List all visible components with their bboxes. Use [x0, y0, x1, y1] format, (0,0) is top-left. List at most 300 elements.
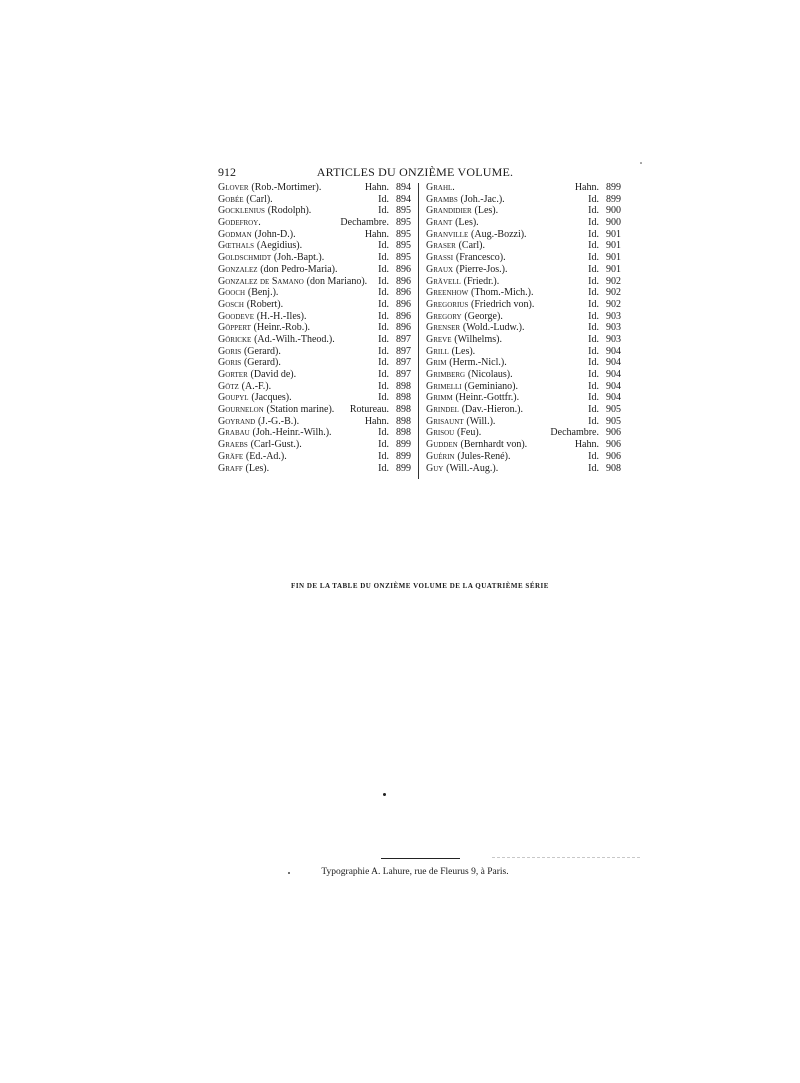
- entry-name: Gosch: [218, 298, 244, 310]
- entry-detail: (Francesco).: [455, 252, 506, 264]
- entry-detail: (Will.-Aug.).: [446, 462, 499, 474]
- index-entry: [426, 240, 621, 252]
- entry-page-number: 901: [606, 240, 621, 252]
- entry-author: Id.: [378, 369, 389, 380]
- entry-page-number: 904: [606, 392, 621, 404]
- entry-detail: (Heinr.-Gottfr.).: [455, 392, 520, 404]
- entry-name: Grimm: [426, 392, 453, 404]
- entry-author: Id.: [378, 205, 389, 217]
- entry-heading: [218, 381, 374, 393]
- entry-heading: [218, 357, 374, 369]
- entry-name: Göppert: [218, 322, 251, 334]
- entry-page-number: 899: [606, 193, 621, 205]
- entry-detail: (Friedrich von).: [471, 298, 535, 310]
- entry-name: Godman: [218, 228, 252, 240]
- page-title: ARTICLES DU ONZIÈME VOLUME.: [316, 165, 514, 179]
- entry-name: Gobée: [218, 193, 244, 205]
- index-entry: [218, 229, 411, 241]
- entry-heading: [426, 346, 584, 358]
- entry-detail: (don Mariano).: [306, 275, 368, 287]
- entry-detail: (Carl).: [246, 193, 273, 205]
- entry-detail: (Aug.-Bozzi).: [471, 228, 527, 240]
- entry-page-number: 899: [606, 182, 621, 193]
- entry-name: Guy: [426, 462, 444, 474]
- index-entry: [218, 287, 411, 299]
- entry-heading: [218, 392, 374, 404]
- index-column-right: [426, 182, 621, 474]
- entry-page-number: 895: [396, 217, 411, 229]
- entry-page-number: 896: [396, 298, 411, 310]
- entry-detail: (Will.).: [466, 415, 496, 427]
- entry-author: Id.: [378, 252, 389, 264]
- entry-author: Hahn.: [364, 228, 389, 240]
- entry-heading: [218, 264, 374, 276]
- entry-name: Greve: [426, 333, 452, 345]
- entry-heading: [218, 451, 374, 463]
- entry-detail: (Jules-René).: [457, 450, 511, 462]
- entry-name: Grisou: [426, 427, 455, 439]
- entry-page-number: 897: [396, 345, 411, 357]
- page-number: 912: [218, 165, 236, 179]
- index-entry: [426, 311, 621, 323]
- entry-page-number: 896: [396, 287, 411, 299]
- entry-page-number: 895: [396, 205, 411, 217]
- entry-heading: [218, 463, 374, 475]
- entry-name: Gorter: [218, 369, 248, 380]
- entry-author: Id.: [378, 240, 389, 252]
- index-entry: [218, 334, 411, 346]
- scan-speck: [640, 162, 642, 164]
- entry-name: Gudden: [426, 439, 458, 451]
- entry-detail: (Gerard).: [243, 345, 281, 357]
- entry-heading: [218, 427, 374, 439]
- entry-name: Gräfe: [218, 450, 244, 462]
- entry-author: Id.: [378, 275, 389, 287]
- entry-author: Id.: [378, 263, 389, 275]
- index-entry: [218, 264, 411, 276]
- entry-detail: (Joh.-Heinr.-Wilh.).: [252, 427, 332, 439]
- entry-heading: [426, 427, 546, 439]
- entry-name: Glover: [218, 182, 249, 193]
- entry-author: Id.: [588, 263, 599, 275]
- entry-detail: (Les).: [474, 205, 499, 217]
- index-column-left: [218, 182, 411, 474]
- entry-detail: (Wold.-Ludw.).: [462, 322, 525, 334]
- entry-author: Id.: [378, 193, 389, 205]
- entry-page-number: 901: [606, 228, 621, 240]
- entry-detail: (Heinr.-Rob.).: [253, 322, 311, 334]
- entry-heading: [218, 346, 374, 358]
- entry-detail: (Benj.).: [247, 287, 279, 299]
- index-entry: [218, 252, 411, 264]
- entry-name: Goldschmidt: [218, 252, 272, 264]
- entry-detail: (Robert).: [246, 298, 284, 310]
- entry-heading: [426, 381, 584, 393]
- entry-name: Gregorius: [426, 298, 469, 310]
- entry-author: Id.: [378, 357, 389, 369]
- entry-heading: [426, 451, 584, 463]
- entry-page-number: 908: [606, 462, 621, 474]
- entry-author: Id.: [588, 333, 599, 345]
- entry-author: Id.: [378, 287, 389, 299]
- entry-heading: [426, 369, 584, 381]
- entry-page-number: 900: [606, 217, 621, 229]
- entry-heading: [426, 416, 584, 428]
- entry-detail: (Nicolaus).: [467, 369, 513, 380]
- entry-heading: [426, 194, 584, 206]
- index-entry: [426, 229, 621, 241]
- entry-detail: (Ed.-Ad.).: [245, 450, 287, 462]
- entry-page-number: 904: [606, 380, 621, 392]
- index-entry: [426, 299, 621, 311]
- entry-name: Gonzalez de Samano: [218, 275, 304, 287]
- entry-heading: [218, 311, 374, 323]
- entry-name: Götz: [218, 380, 239, 392]
- entry-page-number: 904: [606, 345, 621, 357]
- entry-page-number: 901: [606, 263, 621, 275]
- index-entry: [426, 322, 621, 334]
- entry-name: Grävell: [426, 275, 461, 287]
- entry-detail: (Geminiano).: [464, 380, 518, 392]
- index-entry: [218, 463, 411, 475]
- entry-detail: (John-D.).: [254, 228, 296, 240]
- entry-heading: [218, 334, 374, 346]
- index-entry: [426, 392, 621, 404]
- entry-author: Id.: [378, 380, 389, 392]
- entry-detail: (Les).: [245, 462, 270, 474]
- entry-heading: [426, 276, 584, 288]
- entry-author: Id.: [378, 427, 389, 439]
- entry-name: Grill: [426, 345, 449, 357]
- entry-detail: (J.-G.-B.).: [257, 415, 300, 427]
- index-entry: [218, 194, 411, 206]
- entry-page-number: 906: [606, 450, 621, 462]
- index-entry: [218, 322, 411, 334]
- entry-name: Gocklenius: [218, 205, 265, 217]
- entry-heading: [218, 439, 374, 451]
- index-entry: [426, 252, 621, 264]
- entry-author: Id.: [588, 415, 599, 427]
- index-entry: [218, 427, 411, 439]
- entry-name: Göricke: [218, 333, 252, 345]
- ornament-dot: [383, 793, 386, 796]
- entry-detail: (don Pedro-Maria).: [260, 263, 338, 275]
- entry-page-number: 906: [606, 439, 621, 451]
- entry-page-number: 904: [606, 369, 621, 380]
- entry-heading: [218, 322, 374, 334]
- entry-heading: [218, 287, 374, 299]
- entry-page-number: 906: [606, 427, 621, 439]
- entry-author: Rotureau.: [349, 404, 389, 416]
- entry-name: Goupyl: [218, 392, 249, 404]
- entry-detail: (Carl-Gust.).: [250, 439, 302, 451]
- entry-author: Id.: [588, 310, 599, 322]
- scan-artifact-dashes: [492, 857, 640, 858]
- end-of-table-note: FIN DE LA TABLE DU ONZIÈME VOLUME DE LA QUATRIÈME SÉRIE: [291, 582, 549, 590]
- index-entry: [218, 276, 411, 288]
- entry-page-number: 905: [606, 404, 621, 416]
- index-entry: [426, 439, 621, 451]
- entry-author: Id.: [378, 298, 389, 310]
- entry-detail: (David de).: [250, 369, 297, 380]
- entry-name: Graebs: [218, 439, 248, 451]
- entry-detail: (H.-H.-Iles).: [256, 310, 307, 322]
- index-entry: [426, 451, 621, 463]
- entry-page-number: 899: [396, 439, 411, 451]
- entry-author: Id.: [588, 298, 599, 310]
- index-entry: [426, 357, 621, 369]
- entry-author: Hahn.: [364, 415, 389, 427]
- entry-heading: [426, 287, 584, 299]
- entry-author: Id.: [588, 205, 599, 217]
- entry-name: Grambs: [426, 193, 458, 205]
- entry-page-number: 897: [396, 333, 411, 345]
- entry-author: Id.: [378, 439, 389, 451]
- entry-name: Grisaunt: [426, 415, 464, 427]
- entry-heading: [426, 404, 584, 416]
- index-entry: [218, 182, 411, 194]
- entry-page-number: 899: [396, 462, 411, 474]
- entry-heading: [218, 217, 336, 229]
- entry-author: Id.: [588, 322, 599, 334]
- entry-page-number: 903: [606, 322, 621, 334]
- index-entry: [426, 217, 621, 229]
- entry-heading: [218, 404, 346, 416]
- entry-heading: [426, 439, 571, 451]
- entry-author: Id.: [588, 450, 599, 462]
- entry-page-number: 902: [606, 287, 621, 299]
- entry-author: Id.: [588, 404, 599, 416]
- entry-detail: (Les).: [451, 345, 476, 357]
- entry-page-number: 897: [396, 369, 411, 380]
- entry-heading: [218, 240, 374, 252]
- entry-name: Gregory: [426, 310, 462, 322]
- entry-heading: [218, 182, 361, 194]
- entry-page-number: 898: [396, 415, 411, 427]
- entry-heading: [218, 205, 374, 217]
- entry-detail: (Wilhelms).: [454, 333, 502, 345]
- entry-detail: (Aegidius).: [256, 240, 303, 252]
- entry-name: Graser: [426, 240, 456, 252]
- index-entry: [218, 439, 411, 451]
- entry-detail: (Friedr.).: [463, 275, 500, 287]
- entry-page-number: 903: [606, 333, 621, 345]
- index-entry: [218, 217, 411, 229]
- entry-heading: [426, 392, 584, 404]
- entry-page-number: 902: [606, 298, 621, 310]
- entry-heading: [426, 334, 584, 346]
- entry-name: Grandidier: [426, 205, 472, 217]
- index-entry: [426, 287, 621, 299]
- index-entry: [426, 463, 621, 475]
- entry-detail: (Herm.-Nicl.).: [449, 357, 507, 369]
- imprint-rule: [381, 858, 460, 859]
- entry-detail: (Dav.-Hieron.).: [461, 404, 523, 416]
- entry-author: Id.: [588, 228, 599, 240]
- index-entry: [426, 334, 621, 346]
- entry-page-number: 896: [396, 275, 411, 287]
- entry-detail: (Carl).: [458, 240, 485, 252]
- index-entry: [426, 427, 621, 439]
- entry-heading: [426, 252, 584, 264]
- entry-name: Goris: [218, 345, 242, 357]
- index-entry: [426, 369, 621, 381]
- entry-detail: (A.-F.).: [241, 380, 272, 392]
- entry-heading: [426, 264, 584, 276]
- entry-page-number: 903: [606, 310, 621, 322]
- entry-detail: (Station marine).: [266, 404, 335, 416]
- entry-detail: (Les).: [455, 217, 479, 229]
- entry-page-number: 894: [396, 182, 411, 193]
- entry-heading: [426, 240, 584, 252]
- entry-heading: [426, 463, 584, 475]
- index-entry: [218, 205, 411, 217]
- entry-detail: (Thom.-Mich.).: [471, 287, 534, 299]
- entry-author: Id.: [378, 392, 389, 404]
- entry-page-number: 896: [396, 263, 411, 275]
- entry-detail: (Pierre-Jos.).: [455, 263, 508, 275]
- entry-author: Id.: [588, 252, 599, 264]
- entry-author: Id.: [588, 357, 599, 369]
- entry-author: Dechambre.: [550, 427, 599, 439]
- entry-author: Id.: [588, 193, 599, 205]
- entry-page-number: 904: [606, 357, 621, 369]
- index-entry: [426, 276, 621, 288]
- entry-heading: [218, 252, 374, 264]
- entry-heading: [218, 299, 374, 311]
- entry-detail: (Joh.-Jac.).: [460, 193, 505, 205]
- entry-page-number: 905: [606, 415, 621, 427]
- entry-author: Id.: [588, 240, 599, 252]
- entry-heading: [218, 229, 361, 241]
- entry-author: Id.: [378, 462, 389, 474]
- entry-heading: [426, 229, 584, 241]
- entry-name: Grahl.: [426, 182, 455, 193]
- index-entry: [218, 240, 411, 252]
- entry-page-number: 899: [396, 450, 411, 462]
- entry-page-number: 895: [396, 240, 411, 252]
- index-entry: [218, 357, 411, 369]
- entry-author: Id.: [378, 333, 389, 345]
- entry-author: Id.: [588, 369, 599, 380]
- entry-page-number: 897: [396, 357, 411, 369]
- entry-detail: (Jacques).: [251, 392, 292, 404]
- entry-page-number: 902: [606, 275, 621, 287]
- entry-page-number: 898: [396, 427, 411, 439]
- entry-name: Grant: [426, 217, 453, 229]
- entry-name: Gœthals: [218, 240, 255, 252]
- index-entry: [218, 346, 411, 358]
- entry-author: Id.: [378, 322, 389, 334]
- entry-name: Goris: [218, 357, 242, 369]
- entry-name: Graff: [218, 462, 243, 474]
- entry-author: Id.: [588, 380, 599, 392]
- index-entry: [218, 416, 411, 428]
- entry-name: Grimberg: [426, 369, 466, 380]
- entry-heading: [218, 276, 374, 288]
- entry-heading: [218, 369, 374, 381]
- entry-heading: [426, 299, 584, 311]
- entry-name: Graux: [426, 263, 454, 275]
- entry-name: Grindel: [426, 404, 459, 416]
- entry-author: Id.: [378, 450, 389, 462]
- entry-name: Goyrand: [218, 415, 256, 427]
- entry-name: Grim: [426, 357, 447, 369]
- index-entry: [218, 369, 411, 381]
- entry-name: Guérin: [426, 450, 455, 462]
- entry-page-number: 896: [396, 310, 411, 322]
- index-entry: [218, 299, 411, 311]
- entry-name: Greenhow: [426, 287, 469, 299]
- entry-author: Hahn.: [574, 182, 599, 193]
- entry-heading: [218, 416, 361, 428]
- entry-page-number: 898: [396, 404, 411, 416]
- entry-page-number: 895: [396, 228, 411, 240]
- entry-author: Id.: [588, 217, 599, 229]
- entry-name: Grimelli: [426, 380, 462, 392]
- entry-author: Id.: [378, 345, 389, 357]
- index-entry: [426, 416, 621, 428]
- entry-page-number: 901: [606, 252, 621, 264]
- entry-page-number: 900: [606, 205, 621, 217]
- entry-author: Id.: [588, 287, 599, 299]
- entry-author: Id.: [588, 462, 599, 474]
- entry-author: Id.: [588, 345, 599, 357]
- entry-author: Hahn.: [574, 439, 599, 451]
- entry-author: Hahn.: [364, 182, 389, 193]
- index-entry: [426, 404, 621, 416]
- scan-speck: [288, 872, 290, 874]
- entry-heading: [426, 322, 584, 334]
- entry-page-number: 896: [396, 322, 411, 334]
- entry-detail: (Feu).: [457, 427, 482, 439]
- entry-detail: (Rob.-Mortimer).: [251, 182, 322, 193]
- entry-heading: [426, 182, 571, 194]
- column-divider: [418, 183, 419, 479]
- entry-name: Granville: [426, 228, 469, 240]
- entry-detail: (Joh.-Bapt.).: [273, 252, 325, 264]
- entry-detail: (George).: [464, 310, 503, 322]
- entry-name: Goodeve: [218, 310, 254, 322]
- index-entry: [426, 346, 621, 358]
- entry-name: Godefroy.: [218, 217, 261, 229]
- entry-detail: (Gerard).: [243, 357, 281, 369]
- entry-detail: (Ad.-Wilh.-Theod.).: [254, 333, 335, 345]
- index-entry: [426, 182, 621, 194]
- index-entry: [426, 205, 621, 217]
- entry-name: Grenser: [426, 322, 461, 334]
- entry-name: Gonzalez: [218, 263, 258, 275]
- printer-imprint: Typographie A. Lahure, rue de Fleurus 9, à Paris.: [321, 867, 509, 877]
- index-entry: [218, 392, 411, 404]
- index-entry: [218, 381, 411, 393]
- entry-author: Dechambre.: [340, 217, 389, 229]
- entry-name: Gournelon: [218, 404, 264, 416]
- entry-detail: (Bernhardt von).: [460, 439, 528, 451]
- entry-heading: [426, 357, 584, 369]
- entry-author: Id.: [378, 310, 389, 322]
- index-entry: [218, 311, 411, 323]
- index-entry: [218, 404, 411, 416]
- entry-page-number: 894: [396, 193, 411, 205]
- entry-heading: [426, 311, 584, 323]
- entry-heading: [426, 217, 584, 229]
- entry-page-number: 895: [396, 252, 411, 264]
- entry-detail: (Rodolph).: [267, 205, 312, 217]
- entry-name: Grabau: [218, 427, 250, 439]
- entry-name: Grassi: [426, 252, 454, 264]
- index-entry: [426, 194, 621, 206]
